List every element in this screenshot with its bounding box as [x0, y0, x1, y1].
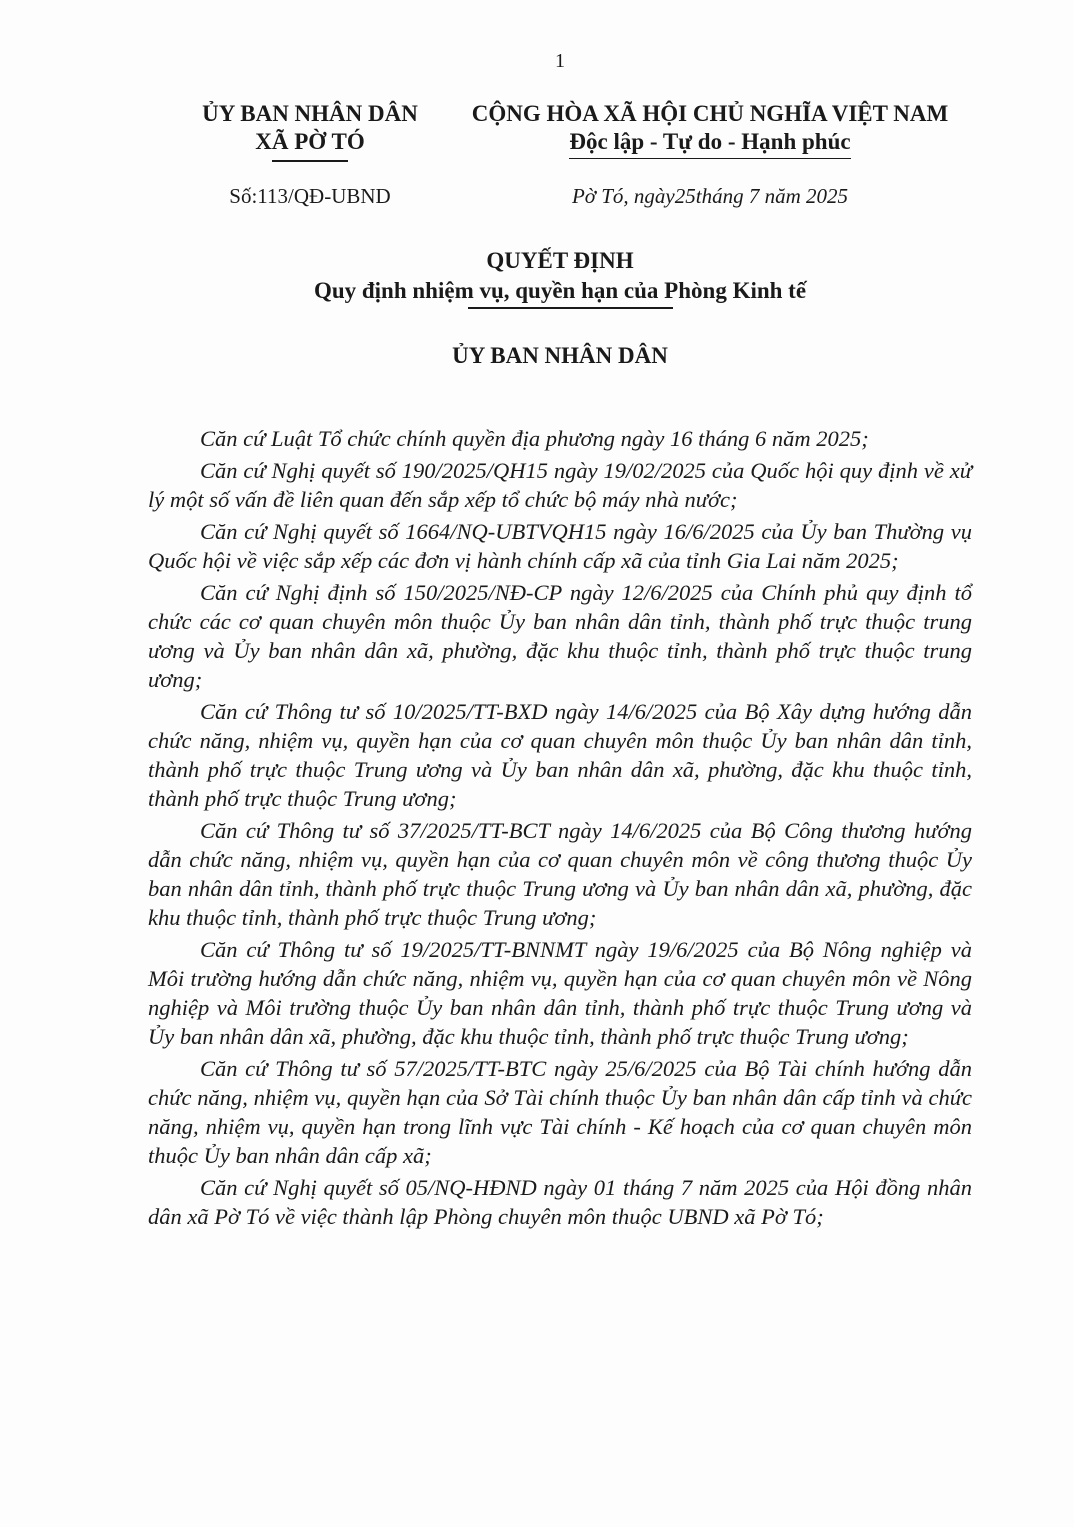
- legal-basis-paragraph: Căn cứ Thông tư số 57/2025/TT-BTC ngày 25/6/2025 của Bộ Tài chính hướng dẫn chức năng, nhiệm vụ, quyền hạn của Sở Tài chính thuộc Ủy ban nhân dân cấp tỉnh và chức năng, nhiệm vụ, quyền hạn trong lĩnh vực Tài chính - Kế hoạch của cơ quan chuyên môn thuộc Ủy ban nhân dân cấp xã;: [148, 1056, 972, 1168]
- legal-basis-paragraph: Căn cứ Thông tư số 19/2025/TT-BNNMT ngày 19/6/2025 của Bộ Nông nghiệp và Môi trường hướng dẫn chức năng, nhiệm vụ, quyền hạn của cơ quan chuyên môn về Nông nghiệp và Môi trường thuộc Ủy ban nhân dân tỉnh, thành phố trực thuộc Trung ương và Ủy ban nhân dân xã, phường, đặc khu thuộc tỉnh, thành phố trực thuộc Trung ương;: [148, 937, 972, 1049]
- legal-basis-paragraph: Căn cứ Thông tư số 10/2025/TT-BXD ngày 14/6/2025 của Bộ Xây dựng hướng dẫn chức năng, nhiệm vụ, quyền hạn của cơ quan chuyên môn thuộc Ủy ban nhân dân tỉnh, thành phố trực thuộc Trung ương và Ủy ban nhân dân xã, phường, đặc khu thuộc tỉnh, thành phố trực thuộc Trung ương;: [148, 699, 972, 811]
- authority-underline: [272, 160, 348, 162]
- commune-name: XÃ PỜ TÓ: [255, 129, 365, 154]
- document-type: QUYẾT ĐỊNH: [486, 248, 634, 273]
- document-subject: Quy định nhiệm vụ, quyền hạn của Phòng Kinh tế: [313, 278, 807, 303]
- legal-basis-paragraph: Căn cứ Nghị định số 150/2025/NĐ-CP ngày 12/6/2025 của Chính phủ quy định tổ chức các cơ quan chuyên môn thuộc Ủy ban nhân dân tỉnh, thành phố trực thuộc trung ương và Ủy ban nhân dân xã, phường, đặc khu thuộc tỉnh, thành phố trực thuộc trung ương;: [148, 580, 972, 692]
- legal-basis-paragraph: Căn cứ Luật Tổ chức chính quyền địa phương ngày 16 tháng 6 năm 2025;: [200, 426, 869, 451]
- document-number: Số:113/QĐ-UBND: [229, 184, 391, 208]
- legal-basis-paragraph: Căn cứ Nghị quyết số 190/2025/QH15 ngày 19/02/2025 của Quốc hội quy định về xử lý một số vấn đề liên quan đến sắp xếp tổ chức bộ máy nhà nước;: [148, 458, 972, 512]
- place-and-date: Pờ Tó, ngày25tháng 7 năm 2025: [571, 184, 849, 208]
- legal-basis-paragraph: Căn cứ Nghị quyết số 1664/NQ-UBTVQH15 ngày 16/6/2025 của Ủy ban Thường vụ Quốc hội về việc sắp xếp các đơn vị hành chính cấp xã của tỉnh Gia Lai năm 2025;: [148, 519, 972, 573]
- national-header: [440, 100, 980, 159]
- country-name: CỘNG HÒA XÃ HỘI CHỦ NGHĨA VIỆT NAM: [471, 101, 949, 126]
- decision-authority: ỦY BAN NHÂN DÂN: [452, 343, 668, 368]
- national-motto: Độc lập - Tự do - Hạnh phúc: [569, 128, 850, 159]
- subject-underline: [468, 307, 673, 309]
- issuing-authority: [160, 100, 460, 162]
- page-number: 1: [555, 50, 565, 72]
- legal-basis-paragraph: Căn cứ Thông tư số 37/2025/TT-BCT ngày 14/6/2025 của Bộ Công thương hướng dẫn chức năng, nhiệm vụ, quyền hạn của cơ quan chuyên môn về công thương thuộc Ủy ban nhân dân tỉnh, thành phố trực thuộc Trung ương và Ủy ban nhân dân xã, phường, đặc khu thuộc tỉnh, thành phố trực thuộc Trung ương;: [148, 818, 972, 930]
- document-body: [148, 424, 972, 1234]
- authority-name: ỦY BAN NHÂN DÂN: [202, 101, 418, 126]
- legal-basis-paragraph: Căn cứ Nghị quyết số 05/NQ-HĐND ngày 01 tháng 7 năm 2025 của Hội đồng nhân dân xã Pờ Tó về việc thành lập Phòng chuyên môn thuộc UBND xã Pờ Tó;: [148, 1175, 972, 1229]
